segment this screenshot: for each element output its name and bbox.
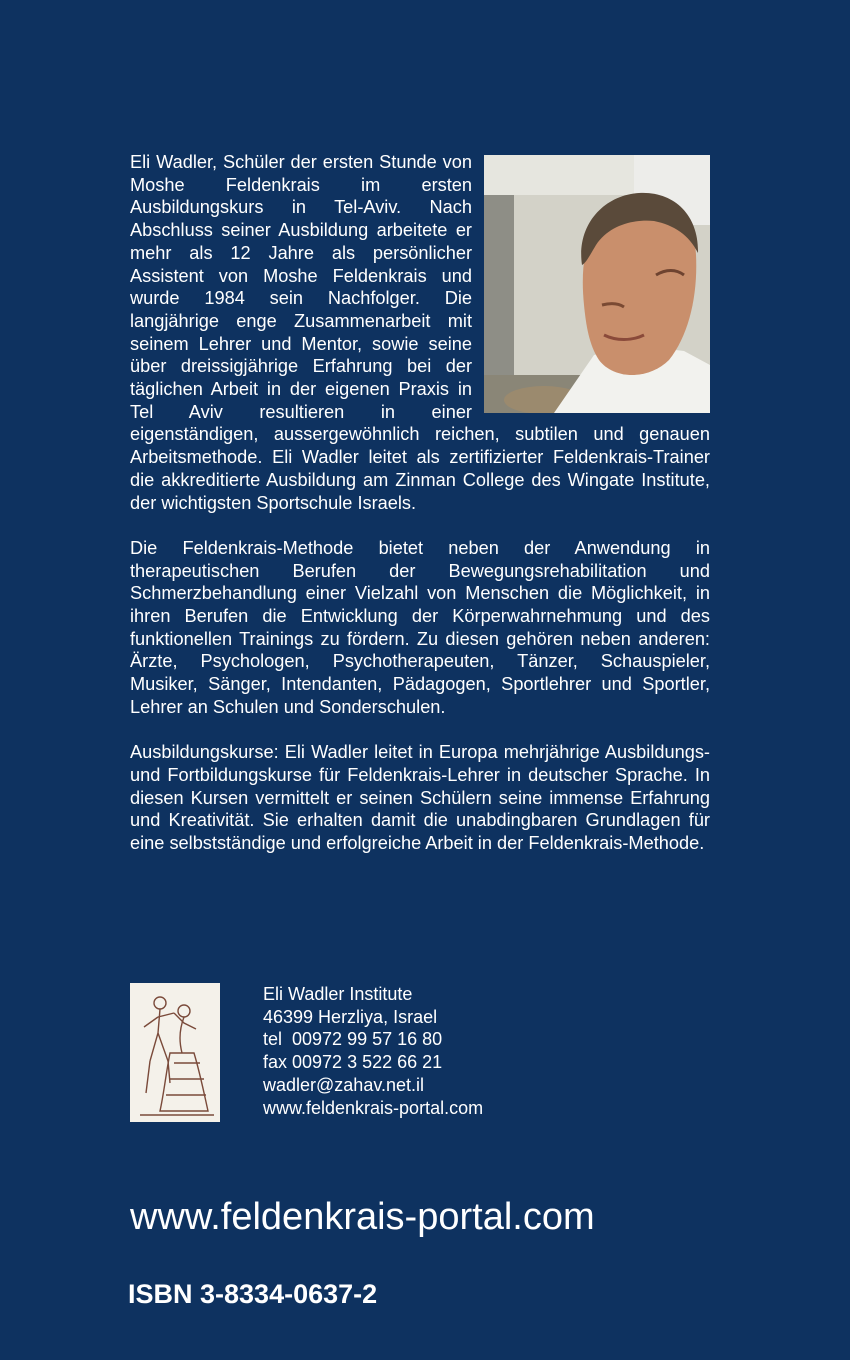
bio-paragraph: Eli Wadler, Schüler der ersten Stunde von Moshe Feldenkrais im ersten Ausbildungskurs in Tel-Aviv. Nach Abschluss seiner Ausbildung arbeitete er mehr als 12 Jahre als persönlicher Assistent von Moshe Feldenkrais und wurde 1984 sein Nachfolger. Die langjährige enge Zusammenarbeit mit seinem Lehrer und Mentor, sowie seine über dreissigjährige Erfahrung bei der täglichen Arbeit in der eigenen Praxis in Tel Aviv resultieren in einer eigenständigen, aussergewöhnlich reichen, subtilen und genauen Arbeitsmethode. Eli Wadler leitet als zertifizierter Feldenkrais-Trainer die akkreditierte Ausbildung am Zinman College des Wingate Institute, der wichtigsten Sportschule Israels. bbox=[130, 152, 710, 513]
address bbox=[263, 983, 483, 1119]
institute-name: Eli Wadler Institute bbox=[263, 984, 413, 1004]
city-line: 46399 Herzliya, Israel bbox=[263, 1006, 438, 1027]
method-paragraph: Die Feldenkrais-Methode bietet neben der Anwendung in therapeutischen Berufen der Bewegungsrehabilitation und Schmerzbehandlung einer Vielzahl von Menschen die Möglichkeit, in ihren Berufen die Entwicklung der Körperwahrnehmung und des funktionellen Trainings zu fördern. Zu diesen gehören neben anderen: Ärzte, Psychologen, Psychotherapeuten, Tänzer, Schauspieler, Musiker, Sänger, Intendanten, Pädagogen, Sportlehrer und Sportler, Lehrer an Schulen und Sonderschulen. bbox=[130, 537, 710, 717]
contact-block bbox=[130, 983, 710, 1123]
author-photo bbox=[484, 155, 710, 413]
email-link[interactable]: wadler@zahav.net.il bbox=[263, 1074, 425, 1095]
fax: fax 00972 3 522 66 21 bbox=[263, 1052, 443, 1073]
training-paragraph: Ausbildungskurse: Eli Wadler leitet in Europa mehrjährige Ausbildungs- und Fortbildungskurse für Feldenkrais-Lehrer in deutscher Sprache. In diesen Kursen vermittelt er seinen Schülern seine immense Erfahrung und Kreativität. Sie erhalten damit die unabdingbaren Grundlagen für eine selbstständige und erfolgreiche Arbeit in der Feldenkrais-Methode. bbox=[130, 742, 710, 854]
isbn: ISBN 3-8334-0637-2 bbox=[128, 1279, 378, 1309]
website-large-link[interactable]: www.feldenkrais-portal.com bbox=[130, 1196, 595, 1238]
back-cover-text bbox=[130, 151, 710, 877]
dancers-engraving-image bbox=[130, 983, 220, 1122]
website-link[interactable]: www.feldenkrais-portal.com bbox=[263, 1097, 484, 1118]
telephone: tel 00972 99 57 16 80 bbox=[263, 1029, 443, 1050]
